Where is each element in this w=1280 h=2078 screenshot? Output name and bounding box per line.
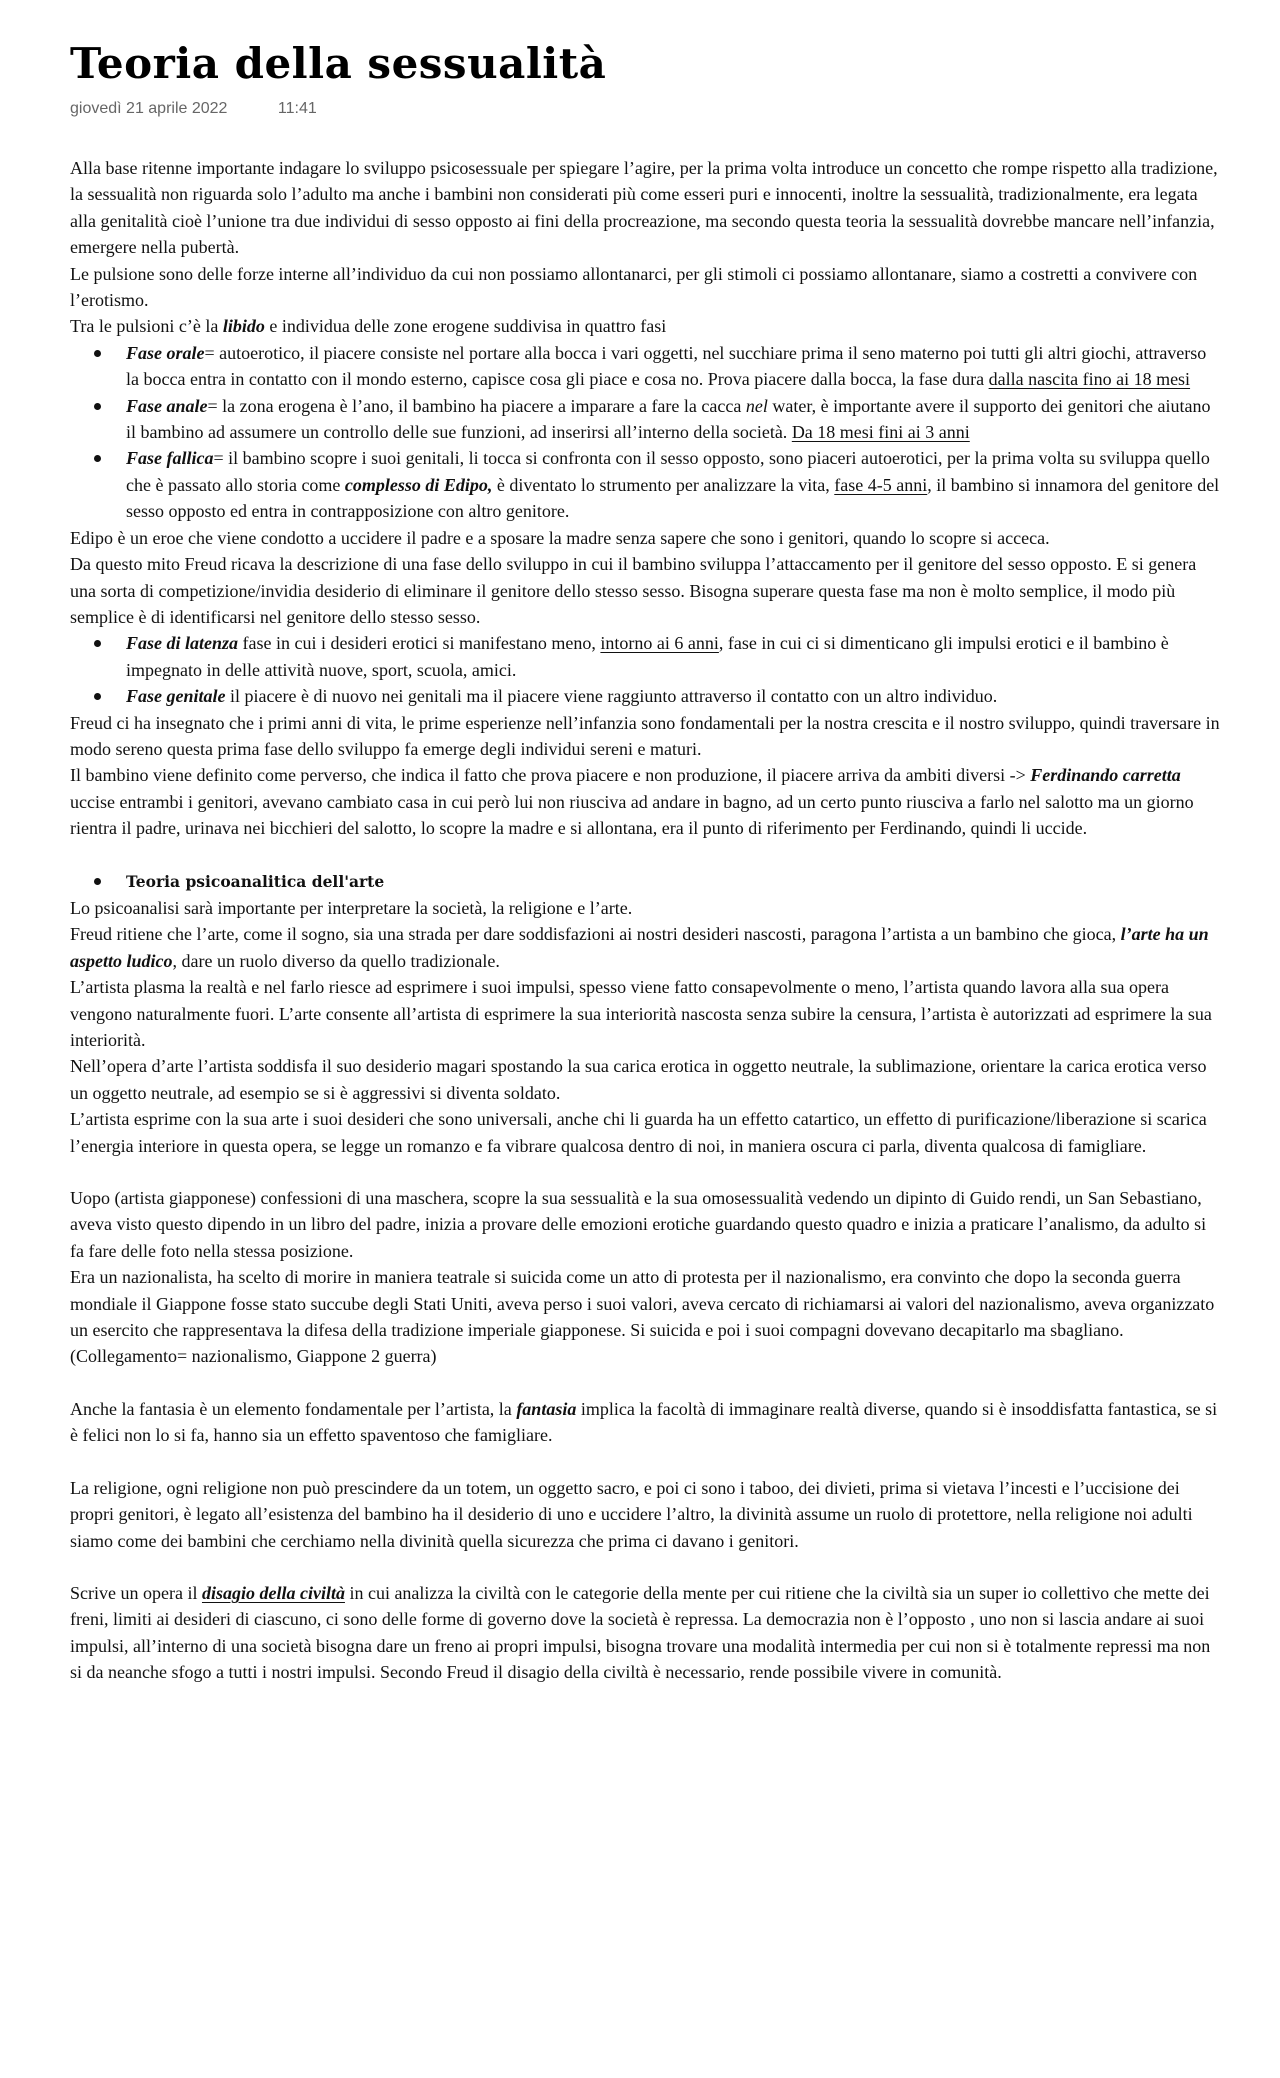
term-fantasia: fantasia xyxy=(516,1398,577,1419)
paragraph: La religione, ogni religione non può prescindere da un totem, un oggetto sacro, e poi ci sono i taboo, dei divieti, prima si vietava l’incesti e l’uccisione dei propri genitori, è legato all’esistenza del bambino ha il desiderio di uno e uccidere l’altro, la divinità assume un ruolo di protettore, nella religione noi adulti siamo come dei bambini che cerchiamo nella divinità quella sicurezza che prima ci davano i genitori. xyxy=(70,1477,1193,1551)
paragraph: Il bambino viene definito come perverso, che indica il fatto che prova piacere e non produzione, il piacere arriva da ambiti diversi -> Ferdinando carretta uccise entrambi i genitori, avevano cambiato casa in cui però lui non riusciva ad andare in bagno, ad un certo punto riusciva a farlo nel salotto ma un giorno rientra il padre, urinava nei bicchieri del salotto, lo scopre la madre e si allontana, era il punto di riferimento per Ferdinando, quindi li uccide. xyxy=(70,765,1194,839)
paragraph: Da questo mito Freud ricava la descrizione di una fase dello sviluppo in cui il bambino sviluppa l’attaccamento per il genitore del sesso opposto. E si genera una sorta di competizione/invidia desiderio di eliminare il genitore dello stesso sesso. Bisogna superare questa fase ma non è molto semplice, il modo più semplice è di identificarsi nel genitore dello stesso sesso. xyxy=(70,554,1197,627)
term-ferdinando: Ferdinando carretta xyxy=(1030,765,1181,786)
term-disagio-civilta: disagio della civiltà xyxy=(201,1582,345,1603)
spacer xyxy=(70,1159,1220,1185)
spacer xyxy=(70,1370,1220,1396)
paragraph: Scrive un opera il disagio della civiltà in cui analizza la civiltà con le categorie della mente per cui ritiene che la civiltà sia un super io collettivo che mette dei freni, limiti ai desideri di ciascuno, ci sono delle forme di governo dove la società è repressa. La democrazia non è l’opposto , uno non si lascia andare ai suoi impulsi, all’interno di una società bisogna dare un freno ai propri impulsi, bisogna trovare una modalità intermedia per cui non si è totalmente repressi ma non si da neanche sfogo a tutti i nostri impulsi. Secondo Freud il disagio della civiltà è necessario, rende possibile vivere in comunità. xyxy=(70,1582,1211,1683)
note-body xyxy=(70,155,1220,1686)
note-date: giovedì 21 aprile 2022 xyxy=(70,100,228,117)
list-item-fase-anale: Fase anale= la zona erogena è l’ano, il bambino ha piacere a imparare a fare la cacca nel water, è importante avere il supporto dei genitori che aiutano il bambino ad assumere un controllo delle sue funzioni, ad inserirsi all’interno della società. Da 18 mesi fini ai 3 anni xyxy=(126,393,1220,446)
paragraph: Nell’opera d’arte l’artista soddisfa il suo desiderio magari spostando la sua carica erotica in oggetto neutrale, la sublimazione, orientare la carica erotica verso un oggetto neutrale, ad esempio se si è aggressivi si diventa soldato. xyxy=(70,1056,1207,1103)
paragraph: L’artista plasma la realtà e nel farlo riesce ad esprimere i suoi impulsi, spesso viene fatto consapevolmente o meno, l’artista quando lavora alla sua opera vengono naturalmente fuori. L’arte consente all’artista di esprimere la sua interiorità nascosta senza subire la censura, l’artista è autorizzati ad esprimere la sua interiorità. xyxy=(70,977,1212,1050)
paragraph: Edipo è un eroe che viene condotto a uccidere il padre e a sposare la madre senza sapere che sono i genitori, quando lo scopre si acceca. xyxy=(70,527,1050,548)
list-item-fase-latenza: Fase di latenza fase in cui i desideri erotici si manifestano meno, intorno ai 6 anni, fase in cui ci si dimenticano gli impulsi erotici e il bambino è impegnato in delle attività nuove, sport, scuola, amici. xyxy=(126,630,1220,683)
spacer xyxy=(70,1554,1220,1580)
paragraph: (Collegamento= nazionalismo, Giappone 2 guerra) xyxy=(70,1346,437,1367)
paragraph: Uopo (artista giapponese) confessioni di una maschera, scopre la sua sessualità e la sua omosessualità vedendo un dipinto di Guido rendi, un San Sebastiano, aveva visto questo dipendo in un libro del padre, inizia a provare delle emozioni erotiche guardando questo quadro e inizia a praticare l’analismo, da adulto si fa fare delle foto nella stessa posizione. xyxy=(70,1188,1207,1261)
list-item-fase-fallica: Fase fallica= il bambino scopre i suoi genitali, li tocca si confronta con il sesso opposto, sono piaceri autoerotici, per la prima volta su sviluppa quello che è passato allo storia come complesso di Edipo, è diventato lo strumento per analizzare la vita, fase 4-5 anni, il bambino si innamora del genitore del sesso opposto ed entra in contrapposizione con altro genitore. xyxy=(126,445,1220,524)
paragraph: L’artista esprime con la sua arte i suoi desideri che sono universali, anche chi li guarda ha un effetto catartico, un effetto di purificazione/liberazione si scarica l’energia interiore in questa opera, se legge un romanzo e fa vibrare qualcosa dentro di noi, in maniera oscura ci parla, diventa qualcosa di famigliare. xyxy=(70,1109,1207,1156)
section-heading-list xyxy=(70,868,1220,895)
note-time: 11:41 xyxy=(277,100,317,117)
spacer xyxy=(70,842,1220,868)
spacer xyxy=(70,1449,1220,1475)
page-title: Teoria della sessualità xyxy=(70,39,607,88)
paragraph: Le pulsione sono delle forze interne all’individuo da cui non possiamo allontanarci, per gli stimoli ci possiamo allontanare, siamo a costretti a convivere con l’erotismo. xyxy=(70,263,1198,311)
paragraph: Era un nazionalista, ha scelto di morire in maniera teatrale si suicida come un atto di protesta per il nazionalismo, era convinto che dopo la seconda guerra mondiale il Giappone fosse stato succube degli Stati Uniti, aveva perso i suoi valori, aveva cercato di richiamarsi ai valori del nazionalismo, aveva organizzato un esercito che rappresentava la difesa della tradizione imperiale giapponese. Si suicida e poi i suoi compagni dovevano decapitarlo ma sbagliano. xyxy=(70,1267,1215,1341)
term-aspetto-ludico: l’arte ha un aspetto ludico xyxy=(70,924,1209,971)
phases-list xyxy=(70,630,1220,709)
note-page xyxy=(70,0,1220,1686)
paragraph: Alla base ritenne importante indagare lo sviluppo psicosessuale per spiegare l’agire, per la prima volta introduce un concetto che rompe rispetto alla tradizione, la sessualità non riguarda solo l’adulto ma anche i bambini non considerati più come esseri puri e innocenti, inoltre la sessualità, tradizionalmente, era legata alla genitalità cioè l’unione tra due individui di sesso opposto ai fini della procreazione, ma secondo questa teoria la sessualità dovrebbe mancare nell’infanzia, emergere nella pubertà. xyxy=(70,158,1218,258)
paragraph: Tra le pulsioni c’è la libido e individua delle zone erogene suddivisa in quattro fasi xyxy=(70,316,667,337)
paragraph: Anche la fantasia è un elemento fondamentale per l’artista, la fantasia implica la facoltà di immaginare realtà diverse, quando si è insoddisfatta fantastica, se si è felici non lo si fa, hanno sia un effetto spaventoso che famigliare. xyxy=(70,1398,1218,1446)
list-item-fase-genitale: Fase genitale il piacere è di nuovo nei genitali ma il piacere viene raggiunto attraverso il contatto con un altro individuo. xyxy=(126,683,1220,709)
note-timestamp xyxy=(70,100,1220,122)
section-heading: Teoria psicoanalitica dell'arte xyxy=(126,868,1220,895)
term-libido: libido xyxy=(222,316,265,337)
paragraph: Freud ci ha insegnato che i primi anni di vita, le prime esperienze nell’infanzia sono fondamentali per la nostra crescita e il nostro sviluppo, quindi traversare in modo sereno questa prima fase dello sviluppo fa emerge degli individui sereni e maturi. xyxy=(70,712,1220,759)
list-item-fase-orale: Fase orale= autoerotico, il piacere consiste nel portare alla bocca i vari oggetti, nel succhiare prima il seno materno poi tutti gli altri giochi, attraverso la bocca entra in contatto con il mondo esterno, capisce cosa gli piace e cosa no. Prova piacere dalla bocca, la fase dura dalla nascita fino ai 18 mesi xyxy=(126,340,1220,393)
phases-list xyxy=(70,340,1220,525)
paragraph: Lo psicoanalisi sarà importante per interpretare la società, la religione e l’arte. xyxy=(70,897,633,918)
paragraph: Freud ritiene che l’arte, come il sogno, sia una strada per dare soddisfazioni ai nostri desideri nascosti, paragona l’artista a un bambino che gioca, l’arte ha un aspetto ludico, dare un ruolo diverso da quello tradizionale. xyxy=(70,924,1209,971)
